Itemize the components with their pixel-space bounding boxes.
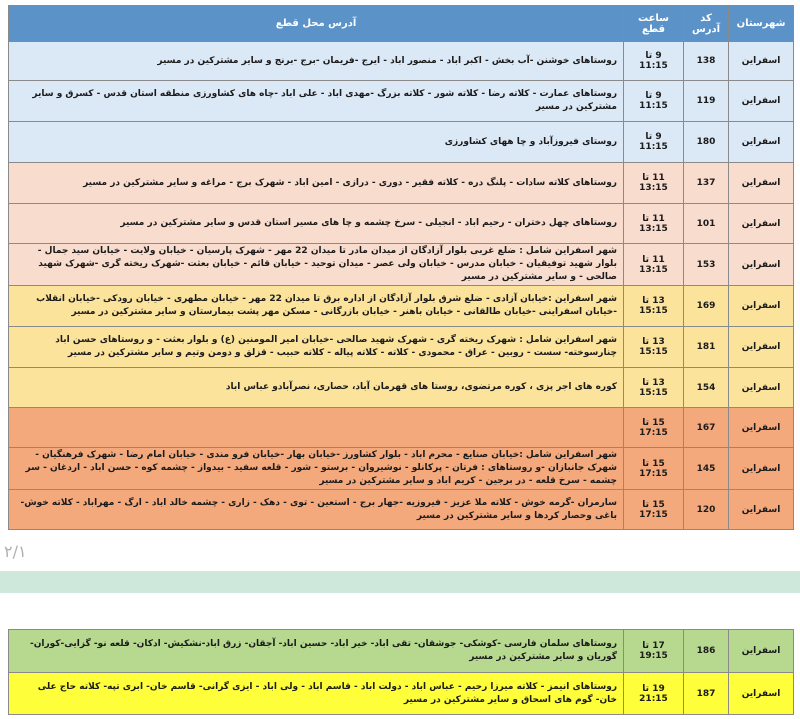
page-number: ۲/۱ — [4, 542, 27, 561]
cell-city: اسفراین — [729, 673, 794, 715]
table-row — [9, 448, 794, 490]
cell-code: 167 — [684, 408, 729, 448]
cell-time: 15 تا 17:15 — [624, 490, 684, 530]
cell-city: اسفراین — [729, 630, 794, 673]
table-body — [9, 42, 794, 530]
header-address: آدرس محل قطع — [9, 6, 624, 42]
cell-city: اسفراین — [729, 122, 794, 163]
cell-code: 153 — [684, 244, 729, 286]
cell-address: سارمران -گرمه خوش - کلاته ملا عزیز - فیروزیه -جهار برج - استعین - توی - دهک - زاری - چشمه خالد اباد - ارگ - مهراباد - کلاته خوش- باغی وحصار کردها و سایر مشترکین در مسیر — [9, 490, 624, 530]
cell-city: اسفراین — [729, 244, 794, 286]
header-time: ساعت قطع — [624, 6, 684, 42]
table-row — [9, 490, 794, 530]
cell-time: 11 تا 13:15 — [624, 163, 684, 204]
cell-code: 180 — [684, 122, 729, 163]
cell-city: اسفراین — [729, 368, 794, 408]
table-row — [9, 286, 794, 327]
cell-code: 101 — [684, 204, 729, 244]
cell-address: شهر اسفراین :خیابان آزادی - ضلع شرق بلوار آزادگان از اداره برق تا میدان 22 مهر - خیابان مطهری - خیابان رودکی -خیابان انقلاب -خیابان اسفراینی -خیابان طالقانی - خیابان باهنر - خیابان بازرگانی - مسکن مهر پشت بیمارستان و سایر مشترکین در مسیر — [9, 286, 624, 327]
table-row — [9, 244, 794, 286]
cell-address: شهر اسفراین شامل : شهرک ریخته گری - شهرک شهید صالحی -خیابان امیر المومنین (ع) و بلوار بعثت - و روستاهای حسن اباد چنارسوخته- سست - روبین - عراق - محمودی - کلاته - کلاته پیاله - کلاته حبیب - قزلق و دومن وتیم و سایر مشترکین در مسیر — [9, 327, 624, 368]
outage-schedule-table-continued — [8, 629, 794, 715]
cell-city: اسفراین — [729, 408, 794, 448]
cell-time: 15 تا 17:15 — [624, 408, 684, 448]
header-city: شهرستان — [729, 6, 794, 42]
table-row — [9, 630, 794, 673]
outage-schedule-table — [8, 5, 794, 530]
cell-address: روستاهای عمارت - کلاته رضا - کلاته شور - کلاته بزرگ -مهدی اباد - علی اباد -چاه های کشاورزی منطقه استان قدس - کسرق و سایر مشترکین در مسیر — [9, 81, 624, 122]
page-separator-band — [0, 571, 800, 593]
cell-time: 17 تا 19:15 — [624, 630, 684, 673]
cell-city: اسفراین — [729, 327, 794, 368]
cell-time: 9 تا 11:15 — [624, 81, 684, 122]
cell-city: اسفراین — [729, 448, 794, 490]
table-header-row — [9, 6, 794, 42]
cell-code: 138 — [684, 42, 729, 81]
cell-code: 119 — [684, 81, 729, 122]
cell-code: 181 — [684, 327, 729, 368]
cell-code: 154 — [684, 368, 729, 408]
cell-city: اسفراین — [729, 490, 794, 530]
table-body — [9, 630, 794, 715]
table-row — [9, 673, 794, 715]
cell-time: 13 تا 15:15 — [624, 368, 684, 408]
cell-address: شهر اسفراین شامل : ضلع غربی بلوار آزادگان از میدان مادر تا میدان 22 مهر - شهرک پارسیان - خیابان ولایت - خیابان سید جمال - بلوار شهید توفیقیان - خیابان مدرس - خیابان ولی عصر - میدان توحید - خیابان قائم - خیابان بعثت -شهرک ریخته گری -شهرک شهید صالحی - و سایر مشترکین در مسیر — [9, 244, 624, 286]
cell-code: 120 — [684, 490, 729, 530]
header-code: کد آدرس — [684, 6, 729, 42]
table-row — [9, 163, 794, 204]
table-row — [9, 327, 794, 368]
table-row — [9, 408, 794, 448]
cell-address: روستای فیروزآباد و چا ههای کشاورزی — [9, 122, 624, 163]
cell-code: 186 — [684, 630, 729, 673]
cell-code: 137 — [684, 163, 729, 204]
table-row — [9, 122, 794, 163]
cell-city: اسفراین — [729, 81, 794, 122]
cell-code: 145 — [684, 448, 729, 490]
cell-time: 9 تا 11:15 — [624, 122, 684, 163]
cell-address: روستاهای کلاته سادات - پلنگ دره - کلاته فقیر - دوری - درازی - امین اباد - شهرک برج - مراغه و سایر مشترکین در مسیر — [9, 163, 624, 204]
table-row — [9, 81, 794, 122]
cell-address: روستاهای سلمان فارسی -کوشکی- جوشقان- تقی اباد- خیر اباد- حسین اباد- آجقان- زرق اباد-نشکیش- ادکان- قلعه نو- گزایی-کوران- گوریان و سایر مشترکین در مسیر — [9, 630, 624, 673]
cell-time: 13 تا 15:15 — [624, 286, 684, 327]
cell-city: اسفراین — [729, 286, 794, 327]
cell-address: شهر اسفراین شامل :خیابان صنایع - محرم اباد - بلوار کشاورز -خیابان بهار -خیابان فرو مندی - خیابان امام رضا - شهرک فرهنگیان - شهرک جانبازان -و روستاهای : فرتان - پرکانلو - نوشیروان - برستو - شور - قلعه سفید - بیدواز - چشمه کوه - حسن اباد - اردغان - سر چشمه - سرخ قلعه - در برجین - کریم اباد و سایر مشترکین در مسیر — [9, 448, 624, 490]
cell-city: اسفراین — [729, 42, 794, 81]
cell-city: اسفراین — [729, 204, 794, 244]
cell-code: 169 — [684, 286, 729, 327]
cell-time: 13 تا 15:15 — [624, 327, 684, 368]
cell-address: روستاهای خوشنن -آب بخش - اکبر اباد - منصور اباد - ایرج -فریمان -برج -برنج و سایر مشترکین در مسیر — [9, 42, 624, 81]
cell-address: کوره های اجر پزی ، کوره مرتضوی، روستا های قهرمان آباد، حصاری، نصرآبادو عباس اباد — [9, 368, 624, 408]
cell-address — [9, 408, 624, 448]
table-row — [9, 204, 794, 244]
cell-city: اسفراین — [729, 163, 794, 204]
cell-address: روستاهای چهل دختران - رحیم اباد - انجیلی - سرخ چشمه و چا های مسیر استان قدس و سایر مشترکین در مسیر — [9, 204, 624, 244]
table-row — [9, 42, 794, 81]
cell-time: 11 تا 13:15 — [624, 244, 684, 286]
cell-address: روستاهای انیمز - کلاته میرزا رحیم - عباس اباد - دولت اباد - قاسم اباد - ولی اباد - ایزی گرانی- قاسم خان- ابری تپه- کلاته حاج علی خان- گوم های اسحاق و سایر مشترکین در مسیر — [9, 673, 624, 715]
cell-time: 15 تا 17:15 — [624, 448, 684, 490]
cell-time: 11 تا 13:15 — [624, 204, 684, 244]
cell-time: 19 تا 21:15 — [624, 673, 684, 715]
cell-time: 9 تا 11:15 — [624, 42, 684, 81]
cell-code: 187 — [684, 673, 729, 715]
table-row — [9, 368, 794, 408]
